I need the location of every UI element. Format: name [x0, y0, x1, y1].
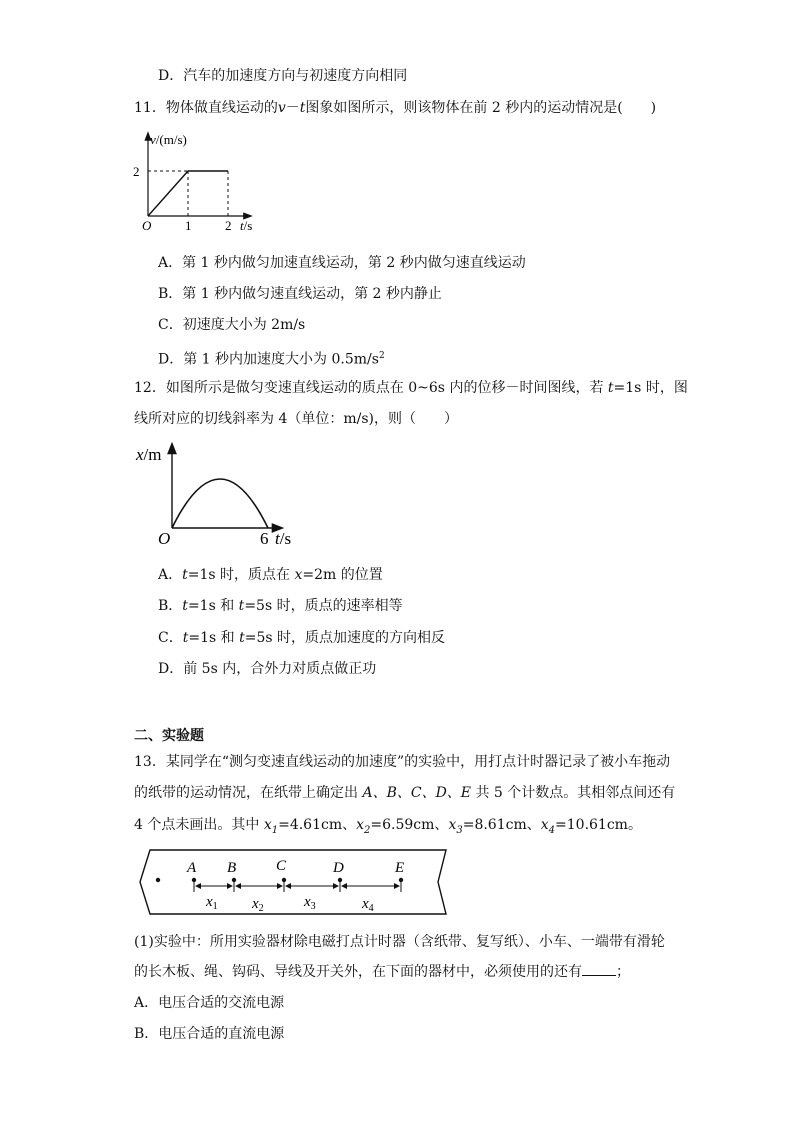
- q11-option-d-sup: 2: [378, 351, 385, 361]
- q11-tick-x2: 2: [225, 218, 232, 233]
- q13-x3-name: x: [448, 817, 457, 833]
- q11-tick-y2: 2: [133, 164, 140, 179]
- q12-b-mid: =1s 和: [187, 598, 239, 614]
- q13-paper-tape: [136, 846, 456, 918]
- q12-a-t: t: [182, 567, 188, 583]
- q11-stem-t: t: [299, 100, 306, 116]
- q13-part1-line1: (1)实验中：所用实验器材除电磁打点计时器（含纸带、复写纸）、小车、一端带有滑轮: [134, 934, 665, 950]
- q11-option-a: A．第 1 秒内做匀加速直线运动，第 2 秒内做匀速直线运动: [158, 255, 526, 271]
- q12-tick-x6: 6: [260, 529, 269, 548]
- q11-option-d-text: D．第 1 秒内加速度大小为 0.5m/s: [158, 351, 379, 368]
- q13-label-c: C: [276, 858, 287, 874]
- q13-x3-value: =8.61cm、: [462, 817, 541, 833]
- q12-b-post: =5s 时，质点的速率相等: [244, 598, 403, 614]
- q11-option-c: C．初速度大小为 2m/s: [158, 317, 306, 333]
- q13-line1: 13．某同学在“测匀变速直线运动的加速度”的实验中，用打点计时器记录了被小车拖动: [134, 754, 671, 770]
- q13-part1-line2: [134, 962, 630, 982]
- q13-x4-sub: 4: [548, 824, 556, 836]
- q13-p1-l2-pre: 的长木板、绳、钩码、导线及开关外，在下面的器材中，必须使用的还有: [134, 964, 582, 980]
- q13-x2-sub: 2: [364, 824, 371, 836]
- q12-option-b: [158, 596, 403, 616]
- q11-stem-text-end: 图象如图所示，则该物体在前 2 秒内的运动情况是( ): [305, 100, 657, 116]
- q11-option-b: B．第 1 秒内做匀速直线运动，第 2 秒内静止: [158, 286, 442, 302]
- q12-xt-graph: [130, 440, 310, 555]
- q13-x1-sub: 1: [271, 824, 279, 836]
- q12-c-post: =5s 时，质点加速度的方向相反: [244, 630, 446, 646]
- q13-label-b: B: [227, 860, 237, 876]
- q12-b-t1: t: [182, 598, 188, 614]
- q13-x1-name: x: [263, 817, 272, 833]
- q12-a-pre: A．: [158, 567, 183, 583]
- q12-b-pre: B．: [158, 598, 183, 614]
- q11-option-d: [158, 346, 385, 370]
- q11-ylabel: v/(m/s): [150, 132, 187, 147]
- q11-tick-x1: 1: [185, 218, 192, 233]
- q12-origin: O: [158, 529, 171, 548]
- q13-line3: [134, 815, 642, 841]
- q10-option-d: D．汽车的加速度方向与初速度方向相同: [158, 68, 408, 84]
- q13-tape-x4: $x_4$: [362, 896, 374, 914]
- q11-vt-graph: [130, 128, 270, 238]
- q12-stem1-text: 12．如图所示是做匀变速直线运动的质点在 0~6s 内的位移－时间图线，若: [134, 380, 608, 396]
- q12-c-pre: C．: [158, 630, 183, 646]
- q11-stem-text: 11．物体做直线运动的: [134, 100, 278, 116]
- q13-x3-sub: 3: [456, 824, 463, 836]
- q12-stem-line2: 线所对应的切线斜率为 4（单位：m/s)，则（ ）: [134, 411, 458, 427]
- q12-option-d: D．前 5s 内，合外力对质点做正功: [158, 661, 377, 677]
- q13-x1-value: =4.61cm、: [278, 817, 357, 833]
- q12-c-t2: t: [239, 630, 245, 646]
- q13-l2-points: A、B、C、D、E: [362, 785, 472, 801]
- q12-a-x: x: [294, 567, 303, 583]
- q13-leading-dot: [156, 878, 160, 882]
- q13-tape-x2: $x_2$: [252, 896, 264, 914]
- q13-x4-name: x: [540, 817, 549, 833]
- q13-label-e: E: [395, 860, 405, 876]
- q13-x2-value: =6.59cm、: [370, 817, 449, 833]
- q12-b-t2: t: [238, 598, 245, 614]
- q13-tape-x3: $x_3$: [304, 894, 316, 912]
- q13-option-b: B．电压合适的直流电源: [134, 1026, 285, 1042]
- q13-tape-x1: $x_1$: [206, 894, 218, 912]
- q12-a-mid: =1s 时，质点在: [187, 567, 295, 583]
- q13-option-a: A．电压合适的交流电源: [134, 995, 285, 1011]
- q13-label-d: D: [333, 860, 344, 876]
- q11-stem: [134, 98, 656, 118]
- q11-stem-v: v: [277, 100, 286, 116]
- q13-line2: [134, 783, 675, 803]
- q13-label-a: A: [187, 860, 197, 876]
- q12-c-t1: t: [182, 630, 189, 646]
- q13-x4-value: =10.61cm。: [555, 817, 642, 833]
- q13-l2-post: 共 5 个计数点。其相邻点间还有: [471, 785, 676, 801]
- q13-x2-name: x: [356, 817, 365, 833]
- q11-stem-dash: －: [285, 100, 300, 116]
- q13-l2-pre: 的纸带的运动情况，在纸带上确定出: [134, 785, 363, 801]
- q12-stem-line1: [134, 378, 688, 398]
- q12-ylabel: x/m: [136, 445, 162, 464]
- q12-displacement-curve: [172, 479, 268, 528]
- section-title: 二、实验题: [134, 728, 204, 744]
- q13-p1-l2-post: ；: [616, 964, 630, 980]
- q12-stem1-text-end: =1s 时，图: [613, 380, 688, 396]
- q12-stem1-t: t: [607, 380, 614, 396]
- q12-a-post: =2m 的位置: [302, 567, 383, 583]
- q12-option-a: [158, 565, 383, 585]
- q13-answer-blank[interactable]: [582, 963, 616, 976]
- q11-xlabel: t/s: [240, 218, 253, 233]
- q12-option-c: [158, 628, 445, 648]
- q12-xlabel: t/s: [275, 529, 292, 548]
- q13-l3-pre: 4 个点未画出。其中: [134, 817, 264, 833]
- q12-c-mid: =1s 和: [188, 630, 240, 646]
- q11-origin: O: [142, 218, 152, 233]
